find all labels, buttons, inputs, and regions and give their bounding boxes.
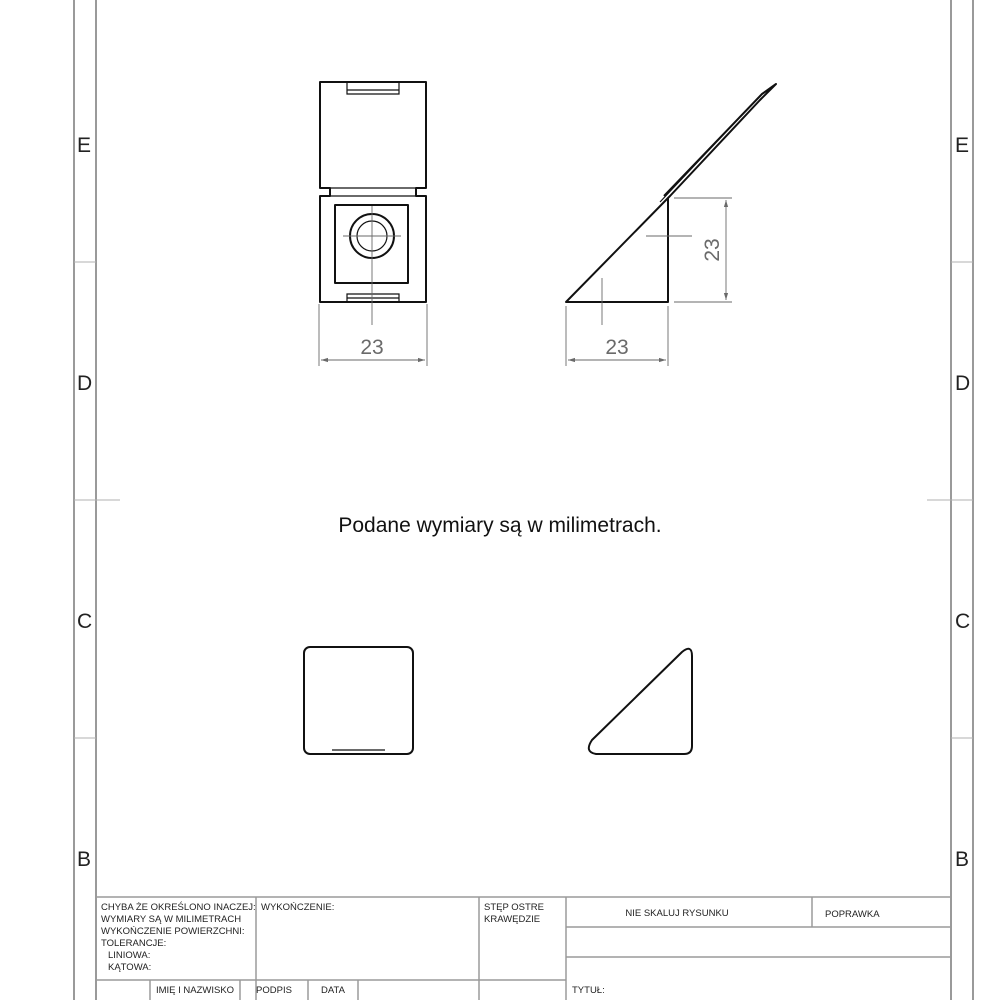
units-note: Podane wymiary są w milimetrach. (338, 514, 662, 537)
zone-letter: C (77, 610, 93, 633)
title-label: TYTUŁ: (572, 985, 605, 996)
zone-letters-right (955, 134, 970, 871)
tolerance-note: WYMIARY SĄ W MILIMETRACH (101, 914, 242, 925)
edges-label: KRAWĘDZIE (484, 914, 541, 925)
dimension-label: 23 (605, 336, 629, 359)
bottom-view (304, 647, 413, 754)
edges-label: STĘP OSTRE (484, 902, 545, 913)
side-view (566, 84, 776, 325)
zone-letters-left (77, 134, 92, 871)
front-view (320, 82, 426, 325)
signature-header: PODPIS (256, 985, 292, 996)
tolerance-note: LINIOWA: (108, 950, 151, 961)
dimension-label: 23 (360, 336, 384, 359)
dimension-label: 23 (701, 238, 724, 262)
no-scale-label: NIE SKALUJ RYSUNKU (625, 908, 729, 919)
date-header: DATA (321, 985, 345, 996)
revision-label: POPRAWKA (825, 909, 880, 920)
sheet-border (74, 0, 973, 1000)
side-height-dimension (674, 198, 732, 302)
tolerance-note: WYKOŃCZENIE POWIERZCHNI: (101, 926, 245, 937)
tolerance-note: KĄTOWA: (108, 962, 152, 973)
tolerance-note: CHYBA ŻE OKREŚLONO INACZEJ: (101, 902, 256, 913)
finish-label: WYKOŃCZENIE: (261, 902, 335, 913)
zone-letter: B (77, 848, 92, 871)
zone-letter: B (955, 848, 970, 871)
side-width-dimension (566, 306, 668, 366)
top-view (589, 649, 692, 754)
zone-letter: E (955, 134, 970, 157)
name-header: IMIĘ I NAZWISKO (155, 985, 235, 996)
zone-letter: E (77, 134, 92, 157)
front-width-dimension (319, 304, 427, 366)
zone-letter: C (955, 610, 971, 633)
title-block-text (101, 901, 880, 996)
tolerance-note: TOLERANCJE: (101, 938, 167, 949)
zone-letter: D (77, 372, 93, 395)
zone-letter: D (955, 372, 971, 395)
